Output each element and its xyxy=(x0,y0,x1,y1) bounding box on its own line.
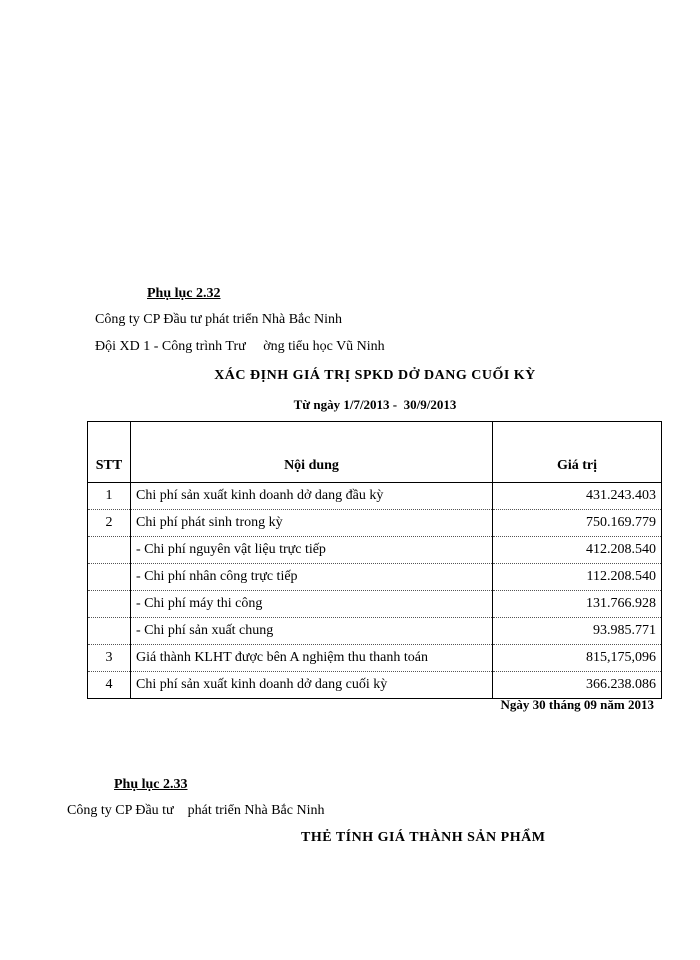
row-stt: 4 xyxy=(88,672,131,699)
document-title: XÁC ĐỊNH GIÁ TRỊ SPKD DỞ DANG CUỐI KỲ xyxy=(214,368,536,383)
wip-value-table xyxy=(87,421,662,699)
company-name: Công ty CP Đầu tư phát triển Nhà Bắc Ninh xyxy=(95,312,342,327)
header-content: Nội dung xyxy=(131,422,493,483)
appendix-label-2: Phụ lục 2.33 xyxy=(114,777,188,792)
row-content: Chi phí phát sinh trong kỳ xyxy=(131,510,493,537)
team-project-line: Đội XD 1 - Công trình Trư ờng tiểu học Vũ Ninh xyxy=(95,339,385,354)
row-value: 366.238.086 xyxy=(493,672,662,699)
table-row xyxy=(88,618,662,645)
table-row xyxy=(88,591,662,618)
header-value: Giá trị xyxy=(493,422,662,483)
row-stt xyxy=(88,591,131,618)
row-value: 131.766.928 xyxy=(493,591,662,618)
row-stt: 2 xyxy=(88,510,131,537)
row-value: 750.169.779 xyxy=(493,510,662,537)
appendix-label: Phụ lục 2.32 xyxy=(147,286,221,301)
table-header-row xyxy=(88,422,662,483)
row-stt xyxy=(88,618,131,645)
row-value: 112.208.540 xyxy=(493,564,662,591)
row-content: Chi phí sản xuất kinh doanh dở dang đầu kỳ xyxy=(131,483,493,510)
row-content: Giá thành KLHT được bên A nghiệm thu thanh toán xyxy=(131,645,493,672)
table-row xyxy=(88,645,662,672)
row-value: 431.243.403 xyxy=(493,483,662,510)
row-stt xyxy=(88,537,131,564)
table-row xyxy=(88,564,662,591)
row-value: 412.208.540 xyxy=(493,537,662,564)
table-row xyxy=(88,672,662,699)
row-content: - Chi phí sản xuất chung xyxy=(131,618,493,645)
row-content: Chi phí sản xuất kinh doanh dở dang cuối kỳ xyxy=(131,672,493,699)
row-value: 815,175,096 xyxy=(493,645,662,672)
period-line: Từ ngày 1/7/2013 - 30/9/2013 xyxy=(293,397,457,412)
header-stt: STT xyxy=(88,422,131,483)
row-content: - Chi phí nhân công trực tiếp xyxy=(131,564,493,591)
row-stt: 3 xyxy=(88,645,131,672)
document-title-2: THẺ TÍNH GIÁ THÀNH SẢN PHẨM xyxy=(301,830,546,845)
table-row xyxy=(88,510,662,537)
table-row xyxy=(88,483,662,510)
date-line: Ngày 30 tháng 09 năm 2013 xyxy=(500,697,654,712)
company-name-2: Công ty CP Đầu tư phát triển Nhà Bắc Ninh xyxy=(67,803,325,818)
table-row xyxy=(88,537,662,564)
row-content: - Chi phí máy thi công xyxy=(131,591,493,618)
row-stt xyxy=(88,564,131,591)
row-value: 93.985.771 xyxy=(493,618,662,645)
row-content: - Chi phí nguyên vật liệu trực tiếp xyxy=(131,537,493,564)
row-stt: 1 xyxy=(88,483,131,510)
